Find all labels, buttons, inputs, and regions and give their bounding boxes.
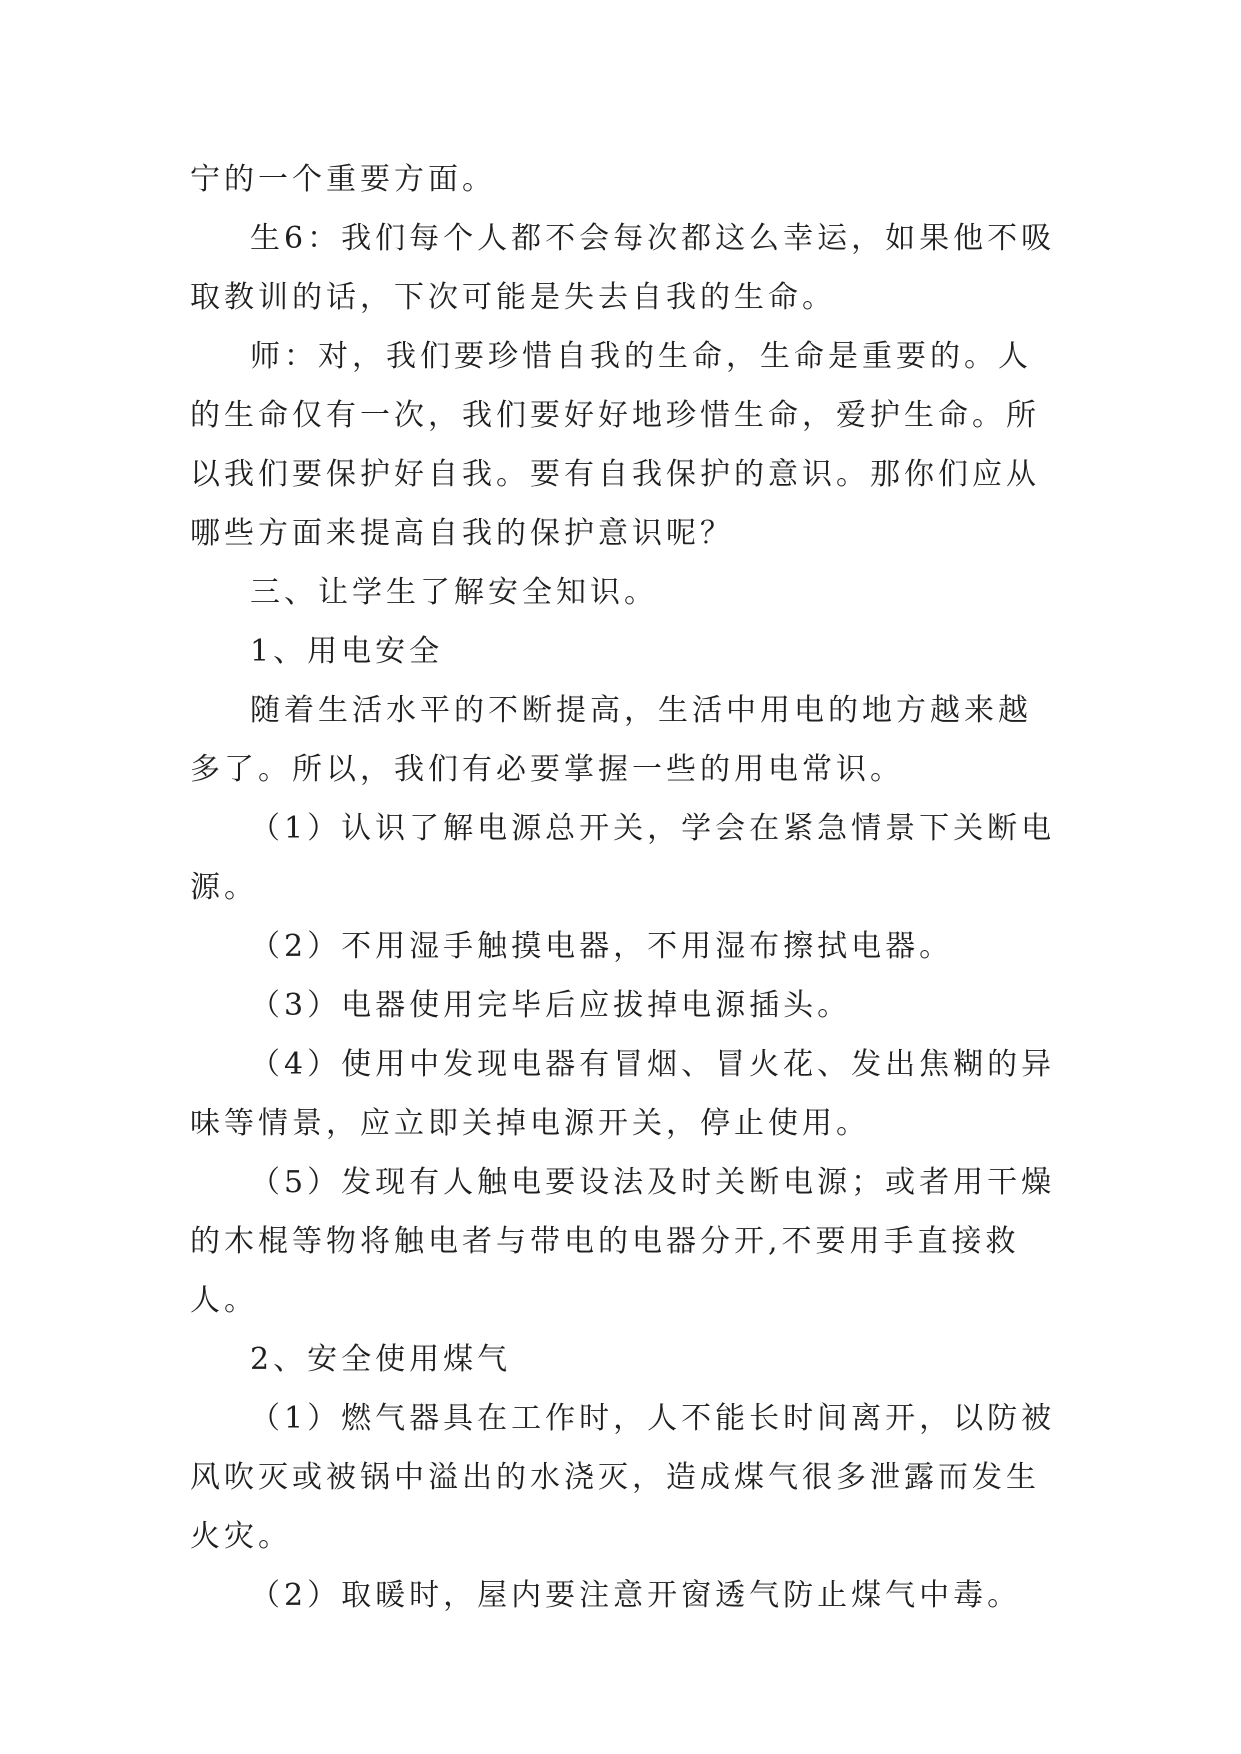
list-item-electric-4: （4）使用中发现电器有冒烟、冒火花、发出焦糊的异味等情景，应立即关掉电源开关，停止使用。 — [190, 1047, 1056, 1141]
paragraph-electric-intro: 随着生活水平的不断提高，生活中用电的地方越来越多了。所以，我们有必要掌握一些的用电常识。 — [190, 693, 1032, 787]
list-item-electric-2: （2）不用湿手触摸电器，不用湿布擦拭电器。 — [250, 929, 954, 964]
document-body — [190, 150, 1056, 1625]
subheading-electric-safety: 1、用电安全 — [250, 634, 444, 669]
subheading-gas-safety: 2、安全使用煤气 — [250, 1342, 512, 1377]
list-item-electric-5: （5）发现有人触电要设法及时关断电源；或者用干燥的木棍等物将触电者与带电的电器分开,不要用手直接救人。 — [190, 1165, 1056, 1318]
paragraph-student6: 生6：我们每个人都不会每次都这么幸运，如果他不吸取教训的话，下次可能是失去自我的生命。 — [190, 221, 1056, 315]
list-item-gas-2: （2）取暖时，屋内要注意开窗透气防止煤气中毒。 — [250, 1578, 1022, 1613]
list-item-gas-1: （1）燃气器具在工作时，人不能长时间离开，以防被风吹灭或被锅中溢出的水浇灭，造成煤气很多泄露而发生火灾。 — [190, 1401, 1056, 1554]
section-heading-3: 三、让学生了解安全知识。 — [250, 575, 658, 610]
paragraph-teacher: 师：对，我们要珍惜自我的生命，生命是重要的。人的生命仅有一次，我们要好好地珍惜生命，爱护生命。所以我们要保护好自我。要有自我保护的意识。那你们应从哪些方面来提高自我的保护意识呢？ — [190, 339, 1040, 551]
paragraph-continuation: 宁的一个重要方面。 — [190, 162, 496, 197]
list-item-electric-1: （1）认识了解电源总开关，学会在紧急情景下关断电源。 — [190, 811, 1056, 905]
list-item-electric-3: （3）电器使用完毕后应拔掉电源插头。 — [250, 988, 852, 1023]
